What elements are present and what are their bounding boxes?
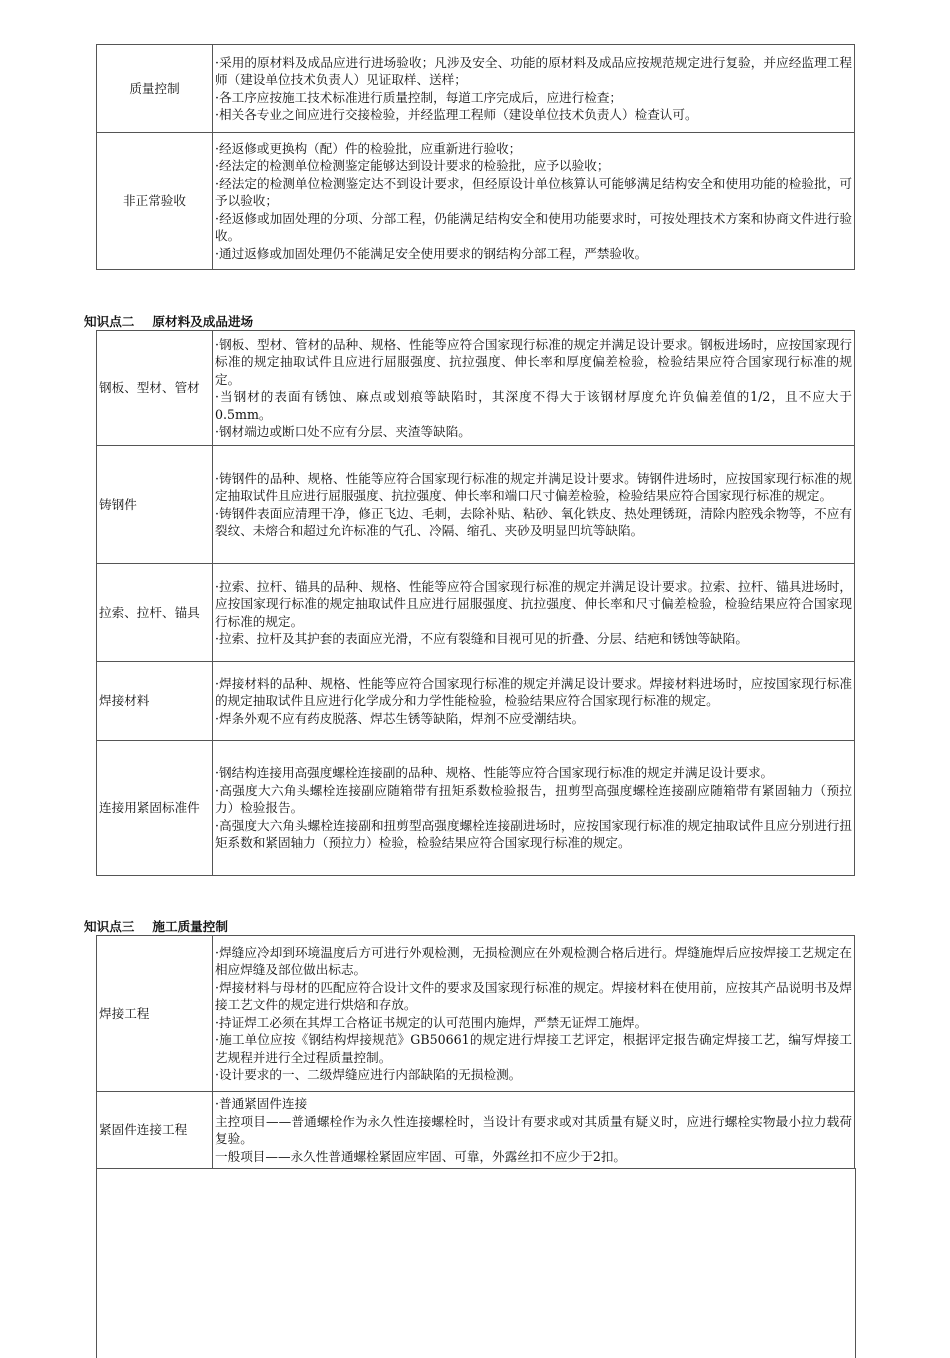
content-line: ·设计要求的一、二级焊缝应进行内部缺陷的无损检测。 — [215, 1067, 522, 1082]
table-row — [97, 741, 855, 876]
table-row — [97, 331, 855, 446]
content-line: ·铸钢件表面应清理干净，修正飞边、毛刺，去除补贴、粘砂、氧化铁皮、热处理锈斑，清除内腔残余物等，不应有裂纹、未熔合和超过允许标准的气孔、冷隔、缩孔、夹砂及明显凹坑等缺陷。 — [215, 505, 852, 538]
row-label: 拉索、拉杆、锚具 — [97, 564, 213, 662]
content-line: ·相关各专业之间应进行交接检验，并经监理工程师（建设单位技术负责人）检查认可。 — [215, 107, 698, 122]
row-label: 钢板、型材、管材 — [97, 331, 213, 446]
content-line: ·各工序应按施工技术标准进行质量控制，每道工序完成后，应进行检查； — [215, 89, 623, 105]
row-label: 铸钢件 — [97, 446, 213, 564]
content-line: ·焊接材料与母材的匹配应符合设计文件的要求及国家现行标准的规定。焊接材料在使用前，应按其产品说明书及焊接工艺文件的规定进行烘焙和存放。 — [215, 979, 852, 1012]
row-label: 紧固件连接工程 — [97, 1092, 213, 1169]
content-line: ·经返修或更换构（配）件的检验批，应重新进行验收； — [215, 140, 522, 156]
content-line: ·钢板、型材、管材的品种、规格、性能等应符合国家现行标准的规定并满足设计要求。钢板进场时，应按国家现行标准的规定抽取试件且应进行屈服强度、抗拉强度、伸长率和厚度偏差检验，检验结果应符合国家现行标准的规定。 — [215, 336, 852, 387]
content-line: ·持证焊工必须在其焊工合格证书规定的认可范围内施焊，严禁无证焊工施焊。 — [215, 1014, 648, 1030]
content-line: ·焊接材料的品种、规格、性能等应符合国家现行标准的规定并满足设计要求。焊接材料进场时，应按国家现行标准的规定抽取试件且应进行化学成分和力学性能检验，检验结果应符合国家现行标准的规定。 — [215, 675, 852, 709]
section-heading: 施工质量控制 — [152, 919, 228, 934]
content-line: ·高强度大六角头螺栓连接副应随箱带有扭矩系数检验报告，扭剪型高强度螺栓连接副应随箱带有紧固轴力（预拉力）检验报告。 — [215, 782, 852, 816]
content-line: ·施工单位应按《钢结构焊接规范》GB50661的规定进行焊接工艺评定，根据评定报告确定焊接工艺，编写焊接工艺规程并进行全过程质量控制。 — [215, 1032, 852, 1065]
content-line: ·焊缝应冷却到环境温度后方可进行外观检测，无损检测应在外观检测合格后进行。焊缝施焊后应按焊接工艺规定在相应焊缝及部位做出标志。 — [215, 944, 852, 977]
content-line: ·铸钢件的品种、规格、性能等应符合国家现行标准的规定并满足设计要求。铸钢件进场时，应按国家现行标准的规定抽取试件且应进行屈服强度、抗拉强度、伸长率和端口尺寸偏差检验，检验结果应符合国家现行标准的规定。 — [215, 470, 852, 503]
section-title-2 — [84, 311, 271, 330]
content-line: ·普通紧固件连接 — [215, 1096, 308, 1111]
empty-table-area — [96, 1168, 856, 1358]
content-line: ·焊条外观不应有药皮脱落、焊芯生锈等缺陷，焊剂不应受潮结块。 — [215, 710, 585, 726]
content-line: ·通过返修或加固处理仍不能满足安全使用要求的钢结构分部工程，严禁验收。 — [215, 245, 648, 261]
content-line: ·高强度大六角头螺栓连接副和扭剪型高强度螺栓连接副进场时，应按国家现行标准的规定抽取试件且应分别进行扭矩系数和紧固轴力（预拉力）检验，检验结果应符合国家现行标准的规定。 — [215, 817, 852, 851]
section-number: 知识点二 — [84, 314, 135, 329]
row-label: 焊接工程 — [97, 936, 213, 1092]
row-content — [213, 662, 855, 741]
table-quality-acceptance — [96, 44, 855, 270]
content-line: 主控项目——普通螺栓作为永久性连接螺栓时，当设计有要求或对其质量有疑义时，应进行螺栓实物最小拉力载荷复验。 — [215, 1113, 852, 1146]
row-content — [213, 741, 855, 876]
row-content — [213, 1092, 855, 1169]
table-row — [97, 133, 855, 270]
content-line: ·拉索、拉杆及其护套的表面应光滑，不应有裂缝和目视可见的折叠、分层、结疤和锈蚀等缺陷。 — [215, 631, 748, 646]
table-row — [97, 446, 855, 564]
content-line: ·当钢材的表面有锈蚀、麻点或划痕等缺陷时，其深度不得大于该钢材厚度允许负偏差值的1/2，且不应大于0.5mm。 — [215, 389, 852, 422]
row-label: 非正常验收 — [97, 133, 213, 270]
content-line: ·采用的原材料及成品应进行进场验收；凡涉及安全、功能的原材料及成品应按规范规定进行复验，并应经监理工程师（建设单位技术负责人）见证取样、送样； — [215, 54, 852, 87]
content-line: ·经返修或加固处理的分项、分部工程，仍能满足结构安全和使用功能要求时，可按处理技术方案和协商文件进行验收。 — [215, 210, 852, 244]
row-content — [213, 45, 855, 133]
row-content — [213, 564, 855, 662]
table-row — [97, 45, 855, 133]
section-title-3 — [84, 916, 246, 935]
table-construction-quality — [96, 935, 855, 1169]
content-line: ·经法定的检测单位检测鉴定达不到设计要求，但经原设计单位核算认可能够满足结构安全和使用功能的检验批，可予以验收； — [215, 175, 852, 209]
row-content — [213, 331, 855, 446]
table-row — [97, 662, 855, 741]
row-label: 连接用紧固标准件 — [97, 741, 213, 876]
row-content — [213, 936, 855, 1092]
table-materials-entry — [96, 330, 855, 876]
content-line: 一般项目——永久性普通螺栓紧固应牢固、可靠，外露丝扣不应少于2扣。 — [215, 1148, 627, 1164]
table-row — [97, 564, 855, 662]
table-row — [97, 936, 855, 1092]
content-line: ·经法定的检测单位检测鉴定能够达到设计要求的检验批，应予以验收； — [215, 158, 610, 174]
row-content — [213, 446, 855, 564]
section-number: 知识点三 — [84, 919, 135, 934]
content-line: ·钢结构连接用高强度螺栓连接副的品种、规格、性能等应符合国家现行标准的规定并满足设计要求。 — [215, 765, 774, 781]
content-line: ·钢材端边或断口处不应有分层、夹渣等缺陷。 — [215, 424, 471, 439]
section-heading: 原材料及成品进场 — [152, 314, 254, 329]
row-content — [213, 133, 855, 270]
row-label: 质量控制 — [97, 45, 213, 133]
content-line: ·拉索、拉杆、锚具的品种、规格、性能等应符合国家现行标准的规定并满足设计要求。拉索、拉杆、锚具进场时，应按国家现行标准的规定抽取试件且应进行屈服强度、抗拉强度、伸长率和尺寸偏差检验，检验结果应符合国家现行标准的规定。 — [215, 578, 852, 629]
row-label: 焊接材料 — [97, 662, 213, 741]
table-row — [97, 1092, 855, 1169]
